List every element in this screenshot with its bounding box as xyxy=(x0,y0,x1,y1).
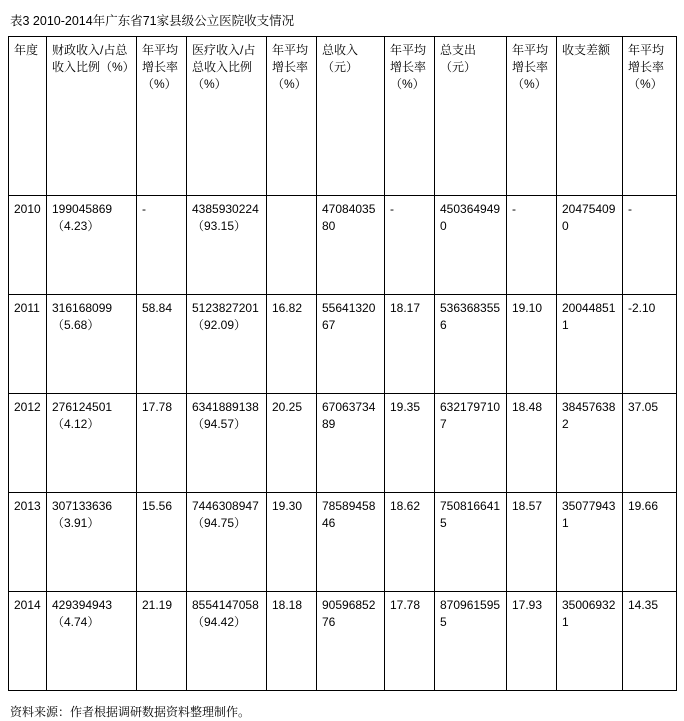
column-header-medical-growth: 年平均增长率（%） xyxy=(267,37,317,196)
cell-medical-income: 5123827201（92.09） xyxy=(187,295,267,394)
cell-total-expense: 5363683556 xyxy=(435,295,507,394)
cell-fiscal-growth: 17.78 xyxy=(137,394,187,493)
cell-balance-growth: 19.66 xyxy=(623,493,677,592)
cell-fiscal-income: 307133636（3.91） xyxy=(47,493,137,592)
cell-balance-growth: 14.35 xyxy=(623,592,677,691)
cell-total-expense: 7508166415 xyxy=(435,493,507,592)
column-header-year: 年度 xyxy=(9,37,47,196)
cell-year: 2014 xyxy=(9,592,47,691)
cell-total-income: 4708403580 xyxy=(317,196,385,295)
cell-total-expense: 8709615955 xyxy=(435,592,507,691)
cell-balance: 200448511 xyxy=(557,295,623,394)
cell-medical-growth xyxy=(267,196,317,295)
cell-medical-income: 4385930224（93.15） xyxy=(187,196,267,295)
hospital-revenue-expenditure-table xyxy=(8,36,677,691)
cell-balance: 384576382 xyxy=(557,394,623,493)
cell-balance-growth: -2.10 xyxy=(623,295,677,394)
cell-total-income-growth: 19.35 xyxy=(385,394,435,493)
cell-medical-income: 6341889138（94.57） xyxy=(187,394,267,493)
cell-fiscal-growth: - xyxy=(137,196,187,295)
cell-total-income-growth: 18.17 xyxy=(385,295,435,394)
cell-balance: 204754090 xyxy=(557,196,623,295)
column-header-total-income: 总收入（元） xyxy=(317,37,385,196)
cell-total-expense-growth: 18.48 xyxy=(507,394,557,493)
cell-total-expense-growth: 18.57 xyxy=(507,493,557,592)
cell-total-income: 9059685276 xyxy=(317,592,385,691)
cell-medical-income: 7446308947（94.75） xyxy=(187,493,267,592)
cell-fiscal-growth: 21.19 xyxy=(137,592,187,691)
cell-medical-growth: 20.25 xyxy=(267,394,317,493)
table-row xyxy=(9,394,677,493)
cell-year: 2011 xyxy=(9,295,47,394)
cell-total-expense-growth: - xyxy=(507,196,557,295)
cell-balance: 350069321 xyxy=(557,592,623,691)
cell-fiscal-income: 316168099（5.68） xyxy=(47,295,137,394)
table-row xyxy=(9,592,677,691)
cell-fiscal-income: 276124501（4.12） xyxy=(47,394,137,493)
cell-total-income: 6706373489 xyxy=(317,394,385,493)
cell-total-income: 7858945846 xyxy=(317,493,385,592)
table-row xyxy=(9,295,677,394)
column-header-total-income-growth: 年平均增长率（%） xyxy=(385,37,435,196)
cell-fiscal-income: 199045869（4.23） xyxy=(47,196,137,295)
cell-total-expense: 4503649490 xyxy=(435,196,507,295)
table-caption: 表3 2010-2014年广东省71家县级公立医院收支情况 xyxy=(10,14,295,28)
column-header-medical-income: 医疗收入/占总收入比例（%） xyxy=(187,37,267,196)
column-header-total-expense: 总支出（元） xyxy=(435,37,507,196)
cell-total-income: 5564132067 xyxy=(317,295,385,394)
cell-total-expense-growth: 17.93 xyxy=(507,592,557,691)
cell-fiscal-growth: 15.56 xyxy=(137,493,187,592)
cell-medical-growth: 16.82 xyxy=(267,295,317,394)
cell-total-expense: 6321797107 xyxy=(435,394,507,493)
cell-year: 2012 xyxy=(9,394,47,493)
cell-total-income-growth: 17.78 xyxy=(385,592,435,691)
cell-fiscal-income: 429394943（4.74） xyxy=(47,592,137,691)
column-header-balance: 收支差额 xyxy=(557,37,623,196)
cell-year: 2013 xyxy=(9,493,47,592)
cell-balance-growth: - xyxy=(623,196,677,295)
table-row xyxy=(9,196,677,295)
table-header-row xyxy=(9,37,677,196)
table-row xyxy=(9,493,677,592)
cell-balance-growth: 37.05 xyxy=(623,394,677,493)
cell-medical-growth: 18.18 xyxy=(267,592,317,691)
cell-total-expense-growth: 19.10 xyxy=(507,295,557,394)
cell-medical-income: 8554147058（94.42） xyxy=(187,592,267,691)
cell-year: 2010 xyxy=(9,196,47,295)
column-header-balance-growth: 年平均增长率（%） xyxy=(623,37,677,196)
cell-balance: 350779431 xyxy=(557,493,623,592)
column-header-total-expense-growth: 年平均增长率（%） xyxy=(507,37,557,196)
source-note: 资料来源：作者根据调研数据资料整理制作。 xyxy=(10,705,251,719)
column-header-fiscal-income: 财政收入/占总收入比例（%） xyxy=(47,37,137,196)
cell-medical-growth: 19.30 xyxy=(267,493,317,592)
cell-total-income-growth: 18.62 xyxy=(385,493,435,592)
cell-total-income-growth: - xyxy=(385,196,435,295)
column-header-fiscal-growth: 年平均增长率（%） xyxy=(137,37,187,196)
cell-fiscal-growth: 58.84 xyxy=(137,295,187,394)
